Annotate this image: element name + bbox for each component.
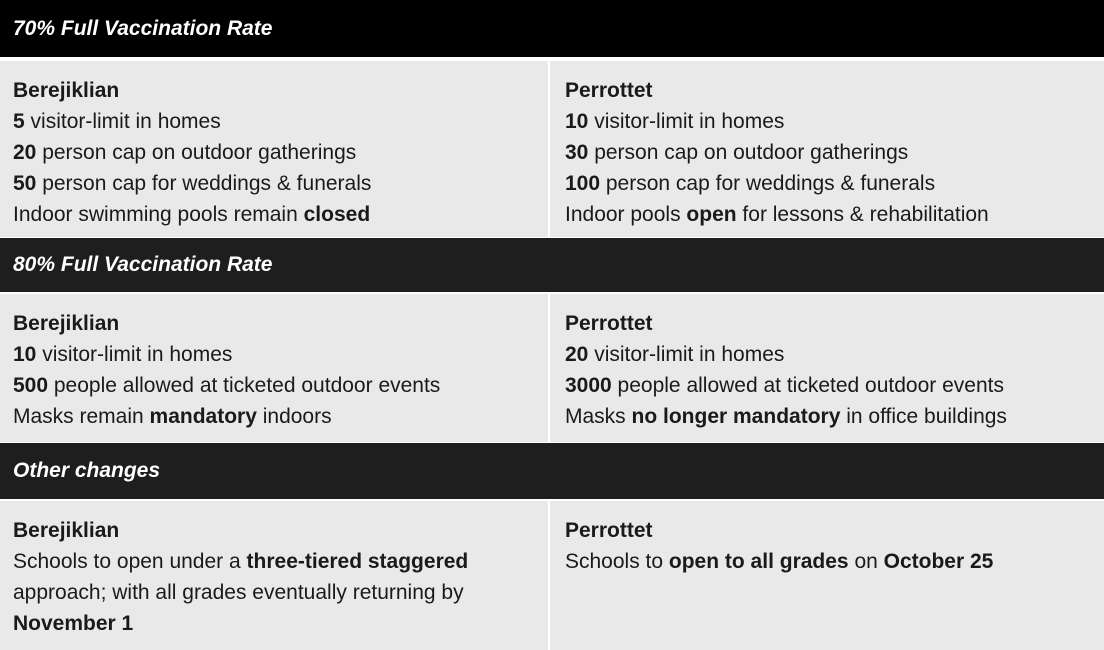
policy-line: 10 visitor-limit in homes xyxy=(13,343,233,366)
cell-berejiklian-80 xyxy=(0,294,548,442)
politician-name: Berejiklian xyxy=(13,312,120,335)
policy-line: 100 person cap for weddings & funerals xyxy=(565,172,936,195)
politician-name: Berejiklian xyxy=(13,519,120,542)
policy-line: 50 person cap for weddings & funerals xyxy=(13,172,372,195)
section-header-80 xyxy=(0,238,1104,292)
section-title: 80% Full Vaccination Rate xyxy=(13,253,273,276)
section-header-other xyxy=(0,443,1104,499)
cell-perrottet-70 xyxy=(550,61,1104,237)
policy-line: 5 visitor-limit in homes xyxy=(13,110,221,133)
section-title: 70% Full Vaccination Rate xyxy=(13,16,273,40)
policy-line: Masks no longer mandatory in office buildings xyxy=(565,405,1007,428)
politician-name: Perrottet xyxy=(565,79,653,102)
section-title: Other changes xyxy=(13,459,161,482)
policy-line: 3000 people allowed at ticketed outdoor events xyxy=(565,374,1004,397)
politician-name: Berejiklian xyxy=(13,79,120,102)
cell-perrottet-other xyxy=(550,501,1104,650)
policy-line: 10 visitor-limit in homes xyxy=(565,110,785,133)
cell-berejiklian-other xyxy=(0,501,548,650)
policy-line: Indoor pools open for lessons & rehabilitation xyxy=(565,203,989,226)
policy-line: Masks remain mandatory indoors xyxy=(13,405,332,428)
cell-berejiklian-70 xyxy=(0,61,548,237)
policy-line: 20 visitor-limit in homes xyxy=(565,343,785,366)
cell-perrottet-80 xyxy=(550,294,1104,442)
policy-line: 30 person cap on outdoor gatherings xyxy=(565,141,909,164)
policy-line: 500 people allowed at ticketed outdoor events xyxy=(13,374,441,397)
policy-line: Indoor swimming pools remain closed xyxy=(13,203,371,226)
section-header-70 xyxy=(0,0,1104,57)
policy-paragraph: Schools to open to all grades on October 25 xyxy=(565,550,994,573)
policy-paragraph: Schools to open under a three-tiered staggered approach; with all grades eventually returning by November 1 xyxy=(13,550,469,635)
politician-name: Perrottet xyxy=(565,312,653,335)
politician-name: Perrottet xyxy=(565,519,653,542)
policy-line: 20 person cap on outdoor gatherings xyxy=(13,141,357,164)
